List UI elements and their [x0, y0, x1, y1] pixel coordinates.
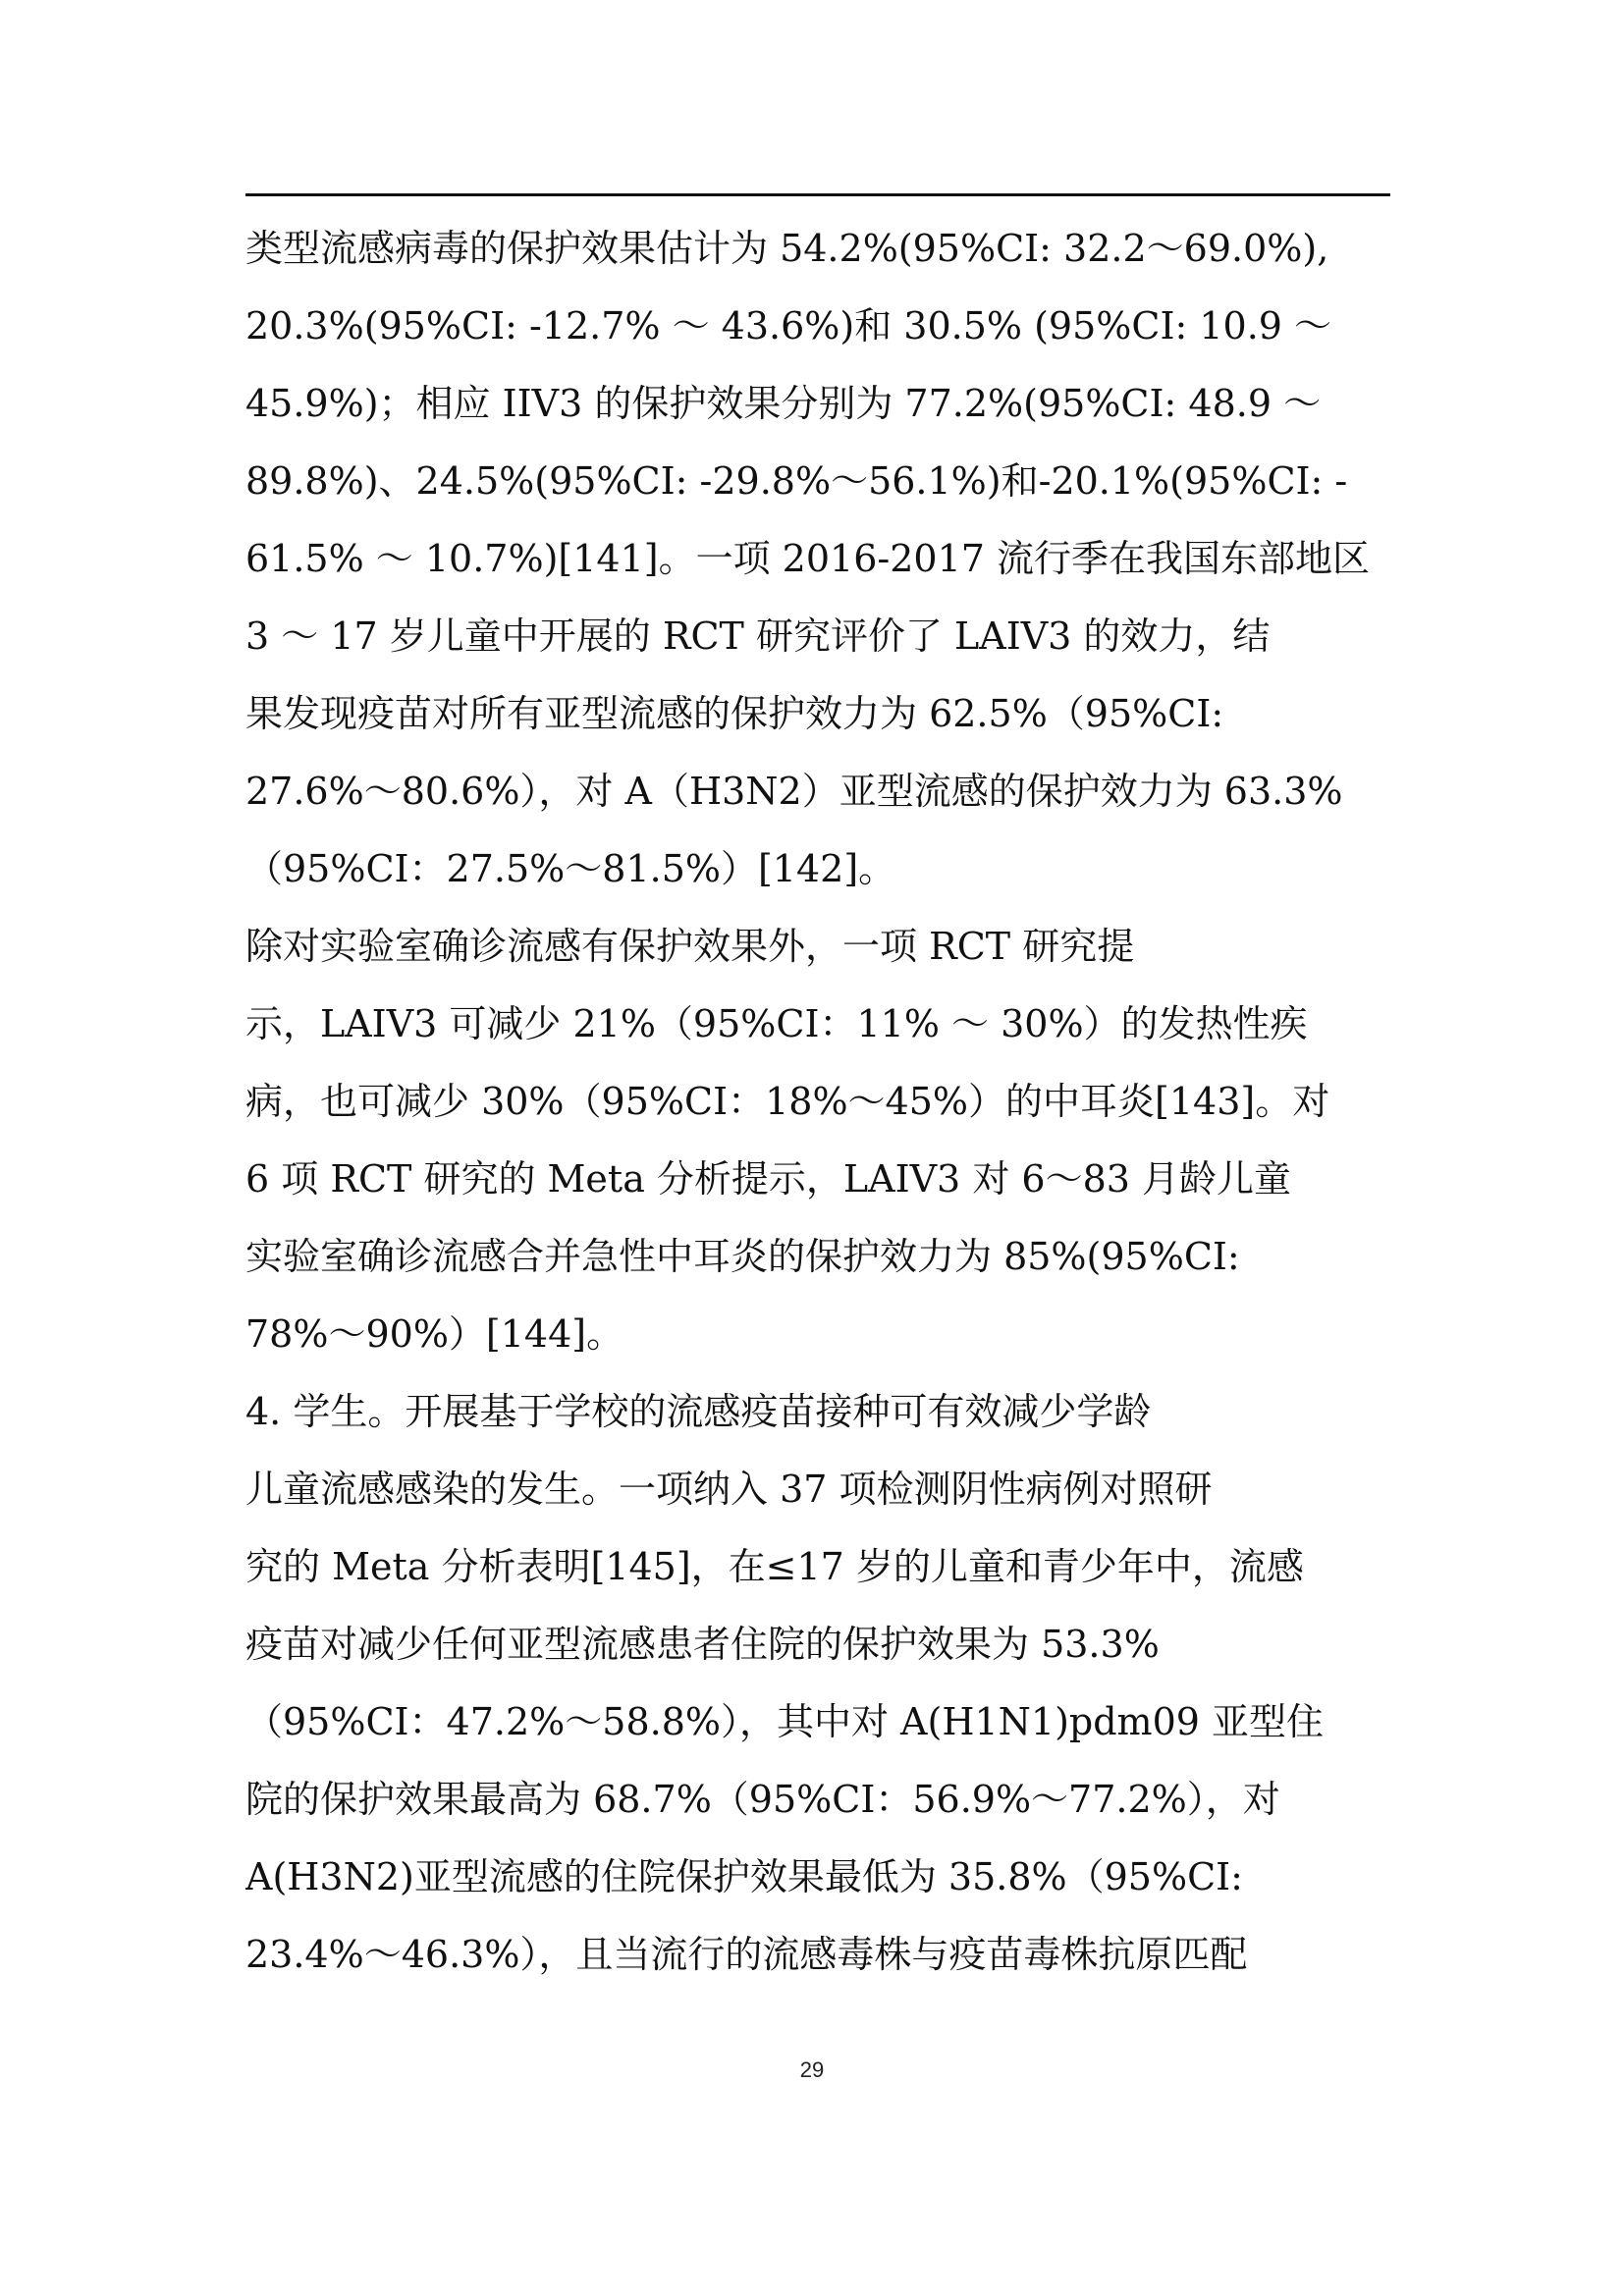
paragraph-start-line: 除对实验室确诊流感有保护效果外，一项 RCT 研究提	[245, 925, 1135, 968]
page-number: 29	[799, 2057, 825, 2082]
text-line: 类型流感病毒的保护效果估计为 54.2%(95%CI: 32.2～69.0%),	[245, 227, 1329, 270]
text-line: 实验室确诊流感合并急性中耳炎的保护效力为 85%(95%CI:	[245, 1235, 1240, 1278]
text-line: 病，也可减少 30%（95%CI：18%～45%）的中耳炎[143]。对	[245, 1080, 1330, 1123]
text-line: （95%CI：47.2%～58.8%），其中对 A(H1N1)pdm09 亚型住	[245, 1700, 1325, 1743]
text-line: 3 ～ 17 岁儿童中开展的 RCT 研究评价了 LAIV3 的效力，结	[245, 614, 1271, 658]
text-line: 果发现疫苗对所有亚型流感的保护效力为 62.5%（95%CI:	[245, 692, 1224, 735]
text-line: 究的 Meta 分析表明[145]，在≤17 岁的儿童和青少年中，流感	[245, 1545, 1304, 1588]
paragraph-start-line: 4. 学生。开展基于学校的流感疫苗接种可有效减少学龄	[245, 1390, 1152, 1433]
body-text	[245, 210, 1390, 1994]
header-rule	[245, 193, 1390, 196]
text-line: 疫苗对减少任何亚型流感患者住院的保护效果为 53.3%	[245, 1623, 1160, 1666]
text-line: 儿童流感感染的发生。一项纳入 37 项检测阴性病例对照研	[245, 1468, 1213, 1511]
text-line: 院的保护效果最高为 68.7%（95%CI：56.9%～77.2%），对	[245, 1778, 1280, 1821]
text-line: 61.5% ～ 10.7%)[141]。一项 2016-2017 流行季在我国东部地区	[245, 537, 1371, 580]
text-line: 23.4%～46.3%），且当流行的流感毒株与疫苗毒株抗原匹配	[245, 1933, 1248, 1976]
text-line: 89.8%)、24.5%(95%CI: -29.8%～56.1%)和-20.1%(95%CI: -	[245, 459, 1348, 503]
text-line: 20.3%(95%CI: -12.7% ～ 43.6%)和 30.5% (95%CI: 10.9 ～	[245, 304, 1332, 347]
text-line: （95%CI：27.5%～81.5%）[142]。	[245, 847, 896, 890]
text-line: 示，LAIV3 可减少 21%（95%CI：11% ～ 30%）的发热性疾	[245, 1002, 1308, 1045]
text-line: 27.6%～80.6%），对 A（H3N2）亚型流感的保护效力为 63.3%	[245, 770, 1343, 813]
text-line: 45.9%)；相应 IIV3 的保护效果分别为 77.2%(95%CI: 48.9 ～	[245, 382, 1322, 425]
text-line: A(H3N2)亚型流感的住院保护效果最低为 35.8%（95%CI:	[245, 1855, 1243, 1898]
text-line: 78%～90%）[144]。	[245, 1312, 624, 1356]
text-line: 6 项 RCT 研究的 Meta 分析提示，LAIV3 对 6～83 月龄儿童	[245, 1157, 1292, 1201]
